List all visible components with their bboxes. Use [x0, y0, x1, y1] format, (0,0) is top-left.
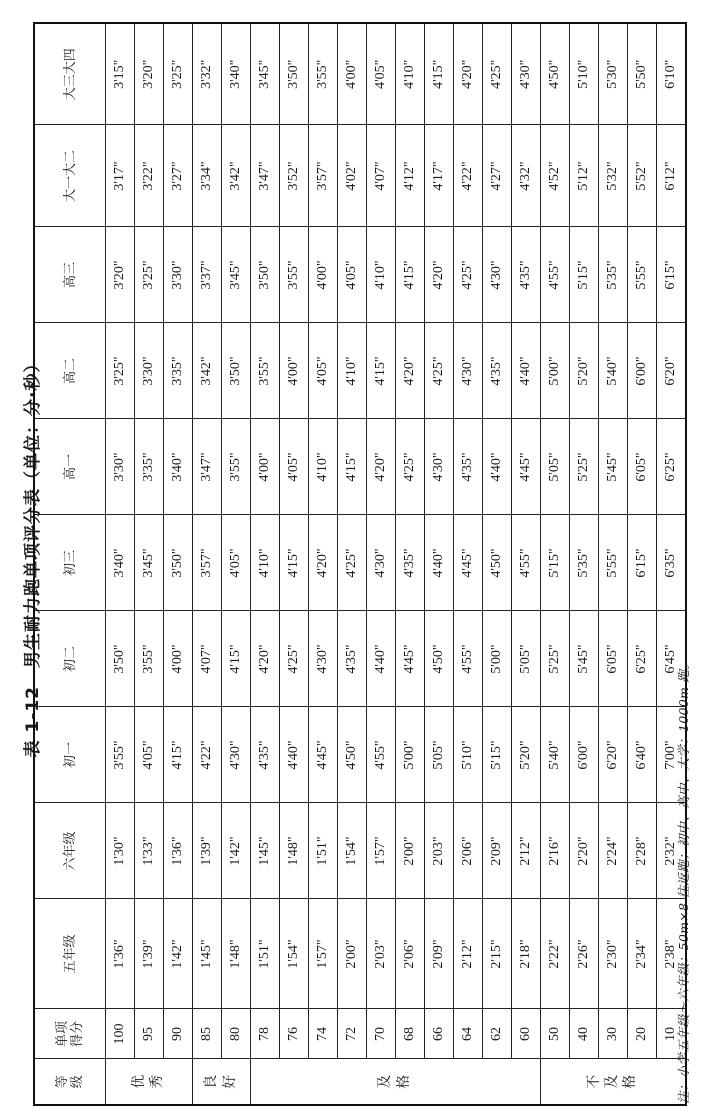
time-cell: 1'30" — [106, 803, 135, 899]
time-cell: 5'55" — [599, 515, 628, 611]
header-score: 单项 得分 — [34, 1009, 106, 1059]
score-cell: 90 — [164, 1009, 193, 1059]
time-cell: 1'39" — [193, 803, 222, 899]
header-grade-5: 五年级 — [34, 899, 106, 1009]
time-cell: 6'35" — [657, 515, 687, 611]
time-cell: 6'45" — [657, 611, 687, 707]
time-cell: 2'16" — [541, 803, 570, 899]
time-cell: 5'45" — [570, 611, 599, 707]
time-cell: 5'05" — [512, 611, 541, 707]
score-cell: 20 — [628, 1009, 657, 1059]
time-cell: 3'55" — [135, 611, 164, 707]
time-cell: 2'34" — [628, 899, 657, 1009]
time-cell: 4'40" — [512, 323, 541, 419]
time-cell: 1'51" — [309, 803, 338, 899]
score-cell: 78 — [251, 1009, 280, 1059]
time-cell: 5'10" — [570, 23, 599, 125]
time-cell: 3'47" — [251, 125, 280, 227]
time-cell: 3'50" — [251, 227, 280, 323]
time-cell: 5'15" — [483, 707, 512, 803]
time-cell: 4'40" — [483, 419, 512, 515]
table-row — [164, 23, 193, 1105]
time-cell: 4'30" — [512, 23, 541, 125]
time-cell: 3'55" — [309, 23, 338, 125]
time-cell: 1'51" — [251, 899, 280, 1009]
score-cell: 30 — [599, 1009, 628, 1059]
time-cell: 4'22" — [454, 125, 483, 227]
time-cell: 1'39" — [135, 899, 164, 1009]
score-cell: 85 — [193, 1009, 222, 1059]
time-cell: 5'05" — [425, 707, 454, 803]
table-row — [106, 23, 135, 1105]
level-fail: 不 及 格 — [541, 1059, 687, 1105]
time-cell: 3'34" — [193, 125, 222, 227]
time-cell: 3'50" — [164, 515, 193, 611]
time-cell: 4'45" — [309, 707, 338, 803]
time-cell: 4'15" — [338, 419, 367, 515]
score-cell: 74 — [309, 1009, 338, 1059]
time-cell: 3'40" — [222, 23, 251, 125]
time-cell: 3'20" — [135, 23, 164, 125]
time-cell: 3'55" — [106, 707, 135, 803]
time-cell: 4'50" — [338, 707, 367, 803]
header-college-3-4: 大三大四 — [34, 23, 106, 125]
time-cell: 3'15" — [106, 23, 135, 125]
score-cell: 40 — [570, 1009, 599, 1059]
time-cell: 4'15" — [396, 227, 425, 323]
time-cell: 5'15" — [541, 515, 570, 611]
time-cell: 4'02" — [338, 125, 367, 227]
time-cell: 3'32" — [193, 23, 222, 125]
time-cell: 6'20" — [657, 323, 687, 419]
time-cell: 4'15" — [367, 323, 396, 419]
time-cell: 5'52" — [628, 125, 657, 227]
footnote: 注：小学五年级～六年级：50m×8 往返跑；初中、高中、大学：1000m 跑。 — [676, 657, 691, 1104]
time-cell: 3'40" — [106, 515, 135, 611]
time-cell: 3'47" — [193, 419, 222, 515]
time-cell: 4'45" — [454, 515, 483, 611]
table-row — [628, 23, 657, 1105]
time-cell: 3'57" — [309, 125, 338, 227]
score-cell: 62 — [483, 1009, 512, 1059]
time-cell: 4'05" — [338, 227, 367, 323]
score-cell: 76 — [280, 1009, 309, 1059]
time-cell: 4'50" — [425, 611, 454, 707]
time-cell: 3'35" — [135, 419, 164, 515]
time-cell: 5'35" — [599, 227, 628, 323]
time-cell: 2'18" — [512, 899, 541, 1009]
time-cell: 1'36" — [106, 899, 135, 1009]
time-cell: 7'00" — [657, 707, 687, 803]
time-cell: 3'45" — [251, 23, 280, 125]
time-cell: 5'20" — [570, 323, 599, 419]
time-cell: 4'32" — [512, 125, 541, 227]
table-row — [338, 23, 367, 1105]
table-row — [280, 23, 309, 1105]
time-cell: 4'15" — [222, 611, 251, 707]
time-cell: 1'57" — [367, 803, 396, 899]
score-cell: 64 — [454, 1009, 483, 1059]
time-cell: 4'25" — [454, 227, 483, 323]
time-cell: 3'25" — [164, 23, 193, 125]
time-cell: 1'54" — [280, 899, 309, 1009]
time-cell: 4'07" — [193, 611, 222, 707]
time-cell: 3'50" — [222, 323, 251, 419]
time-cell: 4'30" — [222, 707, 251, 803]
time-cell: 4'17" — [425, 125, 454, 227]
time-cell: 5'20" — [512, 707, 541, 803]
time-cell: 3'57" — [193, 515, 222, 611]
time-cell: 1'42" — [164, 899, 193, 1009]
time-cell: 4'25" — [396, 419, 425, 515]
time-cell: 6'25" — [628, 611, 657, 707]
header-senior-3: 高三 — [34, 227, 106, 323]
time-cell: 1'48" — [280, 803, 309, 899]
score-cell: 66 — [425, 1009, 454, 1059]
time-cell: 5'35" — [570, 515, 599, 611]
time-cell: 3'52" — [280, 125, 309, 227]
header-junior-2: 初二 — [34, 611, 106, 707]
time-cell: 4'25" — [425, 323, 454, 419]
time-cell: 2'09" — [425, 899, 454, 1009]
time-cell: 4'22" — [193, 707, 222, 803]
table-row — [367, 23, 396, 1105]
table-row — [541, 23, 570, 1105]
score-cell: 50 — [541, 1009, 570, 1059]
time-cell: 4'10" — [309, 419, 338, 515]
time-cell: 4'00" — [164, 611, 193, 707]
time-cell: 4'35" — [512, 227, 541, 323]
table-row — [599, 23, 628, 1105]
time-cell: 6'12" — [657, 125, 687, 227]
time-cell: 5'30" — [599, 23, 628, 125]
table-row — [193, 23, 222, 1105]
time-cell: 3'25" — [135, 227, 164, 323]
time-cell: 4'00" — [280, 323, 309, 419]
time-cell: 4'05" — [280, 419, 309, 515]
time-cell: 6'05" — [628, 419, 657, 515]
time-cell: 4'55" — [541, 227, 570, 323]
score-cell: 10 — [657, 1009, 687, 1059]
time-cell: 4'20" — [367, 419, 396, 515]
time-cell: 2'06" — [396, 899, 425, 1009]
score-cell: 80 — [222, 1009, 251, 1059]
time-cell: 4'52" — [541, 125, 570, 227]
time-cell: 4'12" — [396, 125, 425, 227]
time-cell: 4'35" — [454, 419, 483, 515]
time-cell: 1'33" — [135, 803, 164, 899]
time-cell: 2'12" — [512, 803, 541, 899]
time-cell: 3'37" — [193, 227, 222, 323]
table-title: 表 1-12 男生耐力跑单项评分表（单位：分·秒） — [23, 354, 43, 758]
time-cell: 4'20" — [309, 515, 338, 611]
level-pass: 及 格 — [251, 1059, 541, 1105]
table-row — [512, 23, 541, 1105]
time-cell: 5'40" — [541, 707, 570, 803]
time-cell: 5'25" — [541, 611, 570, 707]
time-cell: 5'15" — [570, 227, 599, 323]
time-cell: 6'20" — [599, 707, 628, 803]
table-row — [483, 23, 512, 1105]
time-cell: 4'15" — [425, 23, 454, 125]
time-cell: 4'20" — [396, 323, 425, 419]
time-cell: 2'20" — [570, 803, 599, 899]
time-cell: 2'03" — [425, 803, 454, 899]
time-cell: 4'40" — [280, 707, 309, 803]
time-cell: 2'00" — [338, 899, 367, 1009]
time-cell: 4'05" — [367, 23, 396, 125]
header-junior-1: 初一 — [34, 707, 106, 803]
table-row — [222, 23, 251, 1105]
table-row — [251, 23, 280, 1105]
time-cell: 4'35" — [338, 611, 367, 707]
time-cell: 3'22" — [135, 125, 164, 227]
time-cell: 4'50" — [483, 515, 512, 611]
time-cell: 3'30" — [164, 227, 193, 323]
time-cell: 6'05" — [599, 611, 628, 707]
time-cell: 3'55" — [222, 419, 251, 515]
table-row — [570, 23, 599, 1105]
header-college-1-2: 大一大二 — [34, 125, 106, 227]
time-cell: 6'00" — [628, 323, 657, 419]
time-cell: 4'45" — [512, 419, 541, 515]
time-cell: 5'10" — [454, 707, 483, 803]
time-cell: 2'03" — [367, 899, 396, 1009]
level-good: 良 好 — [193, 1059, 251, 1105]
time-cell: 4'27" — [483, 125, 512, 227]
score-cell: 95 — [135, 1009, 164, 1059]
time-cell: 4'00" — [309, 227, 338, 323]
time-cell: 1'57" — [309, 899, 338, 1009]
time-cell: 5'45" — [599, 419, 628, 515]
time-cell: 5'05" — [541, 419, 570, 515]
table-row — [454, 23, 483, 1105]
time-cell: 2'32" — [657, 803, 687, 899]
time-cell: 5'00" — [541, 323, 570, 419]
time-cell: 3'17" — [106, 125, 135, 227]
time-cell: 1'45" — [193, 899, 222, 1009]
time-cell: 3'55" — [251, 323, 280, 419]
time-cell: 5'50" — [628, 23, 657, 125]
time-cell: 4'10" — [396, 23, 425, 125]
time-cell: 4'05" — [309, 323, 338, 419]
time-cell: 3'25" — [106, 323, 135, 419]
time-cell: 6'15" — [657, 227, 687, 323]
time-cell: 2'06" — [454, 803, 483, 899]
time-cell: 4'30" — [483, 227, 512, 323]
score-cell: 60 — [512, 1009, 541, 1059]
score-cell: 68 — [396, 1009, 425, 1059]
time-cell: 4'00" — [338, 23, 367, 125]
table-row — [396, 23, 425, 1105]
time-cell: 1'54" — [338, 803, 367, 899]
time-cell: 4'50" — [541, 23, 570, 125]
time-cell: 2'15" — [483, 899, 512, 1009]
time-cell: 6'10" — [657, 23, 687, 125]
header-grade-6: 六年级 — [34, 803, 106, 899]
time-cell: 3'45" — [135, 515, 164, 611]
time-cell: 6'40" — [628, 707, 657, 803]
time-cell: 3'50" — [280, 23, 309, 125]
time-cell: 5'12" — [570, 125, 599, 227]
time-cell: 1'36" — [164, 803, 193, 899]
time-cell: 3'42" — [222, 125, 251, 227]
time-cell: 5'32" — [599, 125, 628, 227]
time-cell: 4'55" — [512, 515, 541, 611]
time-cell: 2'28" — [628, 803, 657, 899]
time-cell: 4'10" — [367, 227, 396, 323]
table-row — [425, 23, 454, 1105]
time-cell: 2'30" — [599, 899, 628, 1009]
time-cell: 4'05" — [135, 707, 164, 803]
time-cell: 2'38" — [657, 899, 687, 1009]
time-cell: 4'35" — [483, 323, 512, 419]
header-row — [34, 23, 106, 1105]
time-cell: 3'30" — [135, 323, 164, 419]
time-cell: 4'30" — [367, 515, 396, 611]
time-cell: 1'42" — [222, 803, 251, 899]
score-cell: 70 — [367, 1009, 396, 1059]
header-junior-3: 初三 — [34, 515, 106, 611]
time-cell: 5'40" — [599, 323, 628, 419]
time-cell: 5'25" — [570, 419, 599, 515]
time-cell: 4'25" — [483, 23, 512, 125]
time-cell: 3'45" — [222, 227, 251, 323]
time-cell: 4'25" — [280, 611, 309, 707]
table-row — [309, 23, 338, 1105]
time-cell: 3'42" — [193, 323, 222, 419]
time-cell: 5'55" — [628, 227, 657, 323]
time-cell: 4'30" — [425, 419, 454, 515]
score-cell: 100 — [106, 1009, 135, 1059]
time-cell: 3'30" — [106, 419, 135, 515]
time-cell: 4'00" — [251, 419, 280, 515]
time-cell: 3'50" — [106, 611, 135, 707]
time-cell: 4'45" — [396, 611, 425, 707]
header-senior-1: 高一 — [34, 419, 106, 515]
time-cell: 4'10" — [338, 323, 367, 419]
time-cell: 4'07" — [367, 125, 396, 227]
time-cell: 4'35" — [396, 515, 425, 611]
time-cell: 4'10" — [251, 515, 280, 611]
time-cell: 5'00" — [396, 707, 425, 803]
time-cell: 2'12" — [454, 899, 483, 1009]
time-cell: 2'26" — [570, 899, 599, 1009]
time-cell: 4'55" — [454, 611, 483, 707]
time-cell: 3'27" — [164, 125, 193, 227]
table-body — [106, 23, 687, 1105]
header-senior-2: 高二 — [34, 323, 106, 419]
time-cell: 5'00" — [483, 611, 512, 707]
time-cell: 3'35" — [164, 323, 193, 419]
time-cell: 6'00" — [570, 707, 599, 803]
endurance-run-score-table — [33, 22, 687, 1106]
time-cell: 2'09" — [483, 803, 512, 899]
header-level: 等 级 — [34, 1059, 106, 1105]
score-cell: 72 — [338, 1009, 367, 1059]
time-cell: 3'55" — [280, 227, 309, 323]
level-excellent: 优 秀 — [106, 1059, 193, 1105]
time-cell: 1'48" — [222, 899, 251, 1009]
time-cell: 2'00" — [396, 803, 425, 899]
time-cell: 4'40" — [425, 515, 454, 611]
time-cell: 4'55" — [367, 707, 396, 803]
time-cell: 4'15" — [164, 707, 193, 803]
time-cell: 1'45" — [251, 803, 280, 899]
time-cell: 4'25" — [338, 515, 367, 611]
time-cell: 4'40" — [367, 611, 396, 707]
time-cell: 3'20" — [106, 227, 135, 323]
time-cell: 4'20" — [251, 611, 280, 707]
time-cell: 2'24" — [599, 803, 628, 899]
time-cell: 6'15" — [628, 515, 657, 611]
time-cell: 3'40" — [164, 419, 193, 515]
table-row — [135, 23, 164, 1105]
time-cell: 4'30" — [454, 323, 483, 419]
time-cell: 4'05" — [222, 515, 251, 611]
time-cell: 2'22" — [541, 899, 570, 1009]
time-cell: 4'35" — [251, 707, 280, 803]
time-cell: 4'20" — [425, 227, 454, 323]
time-cell: 4'30" — [309, 611, 338, 707]
time-cell: 4'15" — [280, 515, 309, 611]
time-cell: 4'20" — [454, 23, 483, 125]
time-cell: 6'25" — [657, 419, 687, 515]
